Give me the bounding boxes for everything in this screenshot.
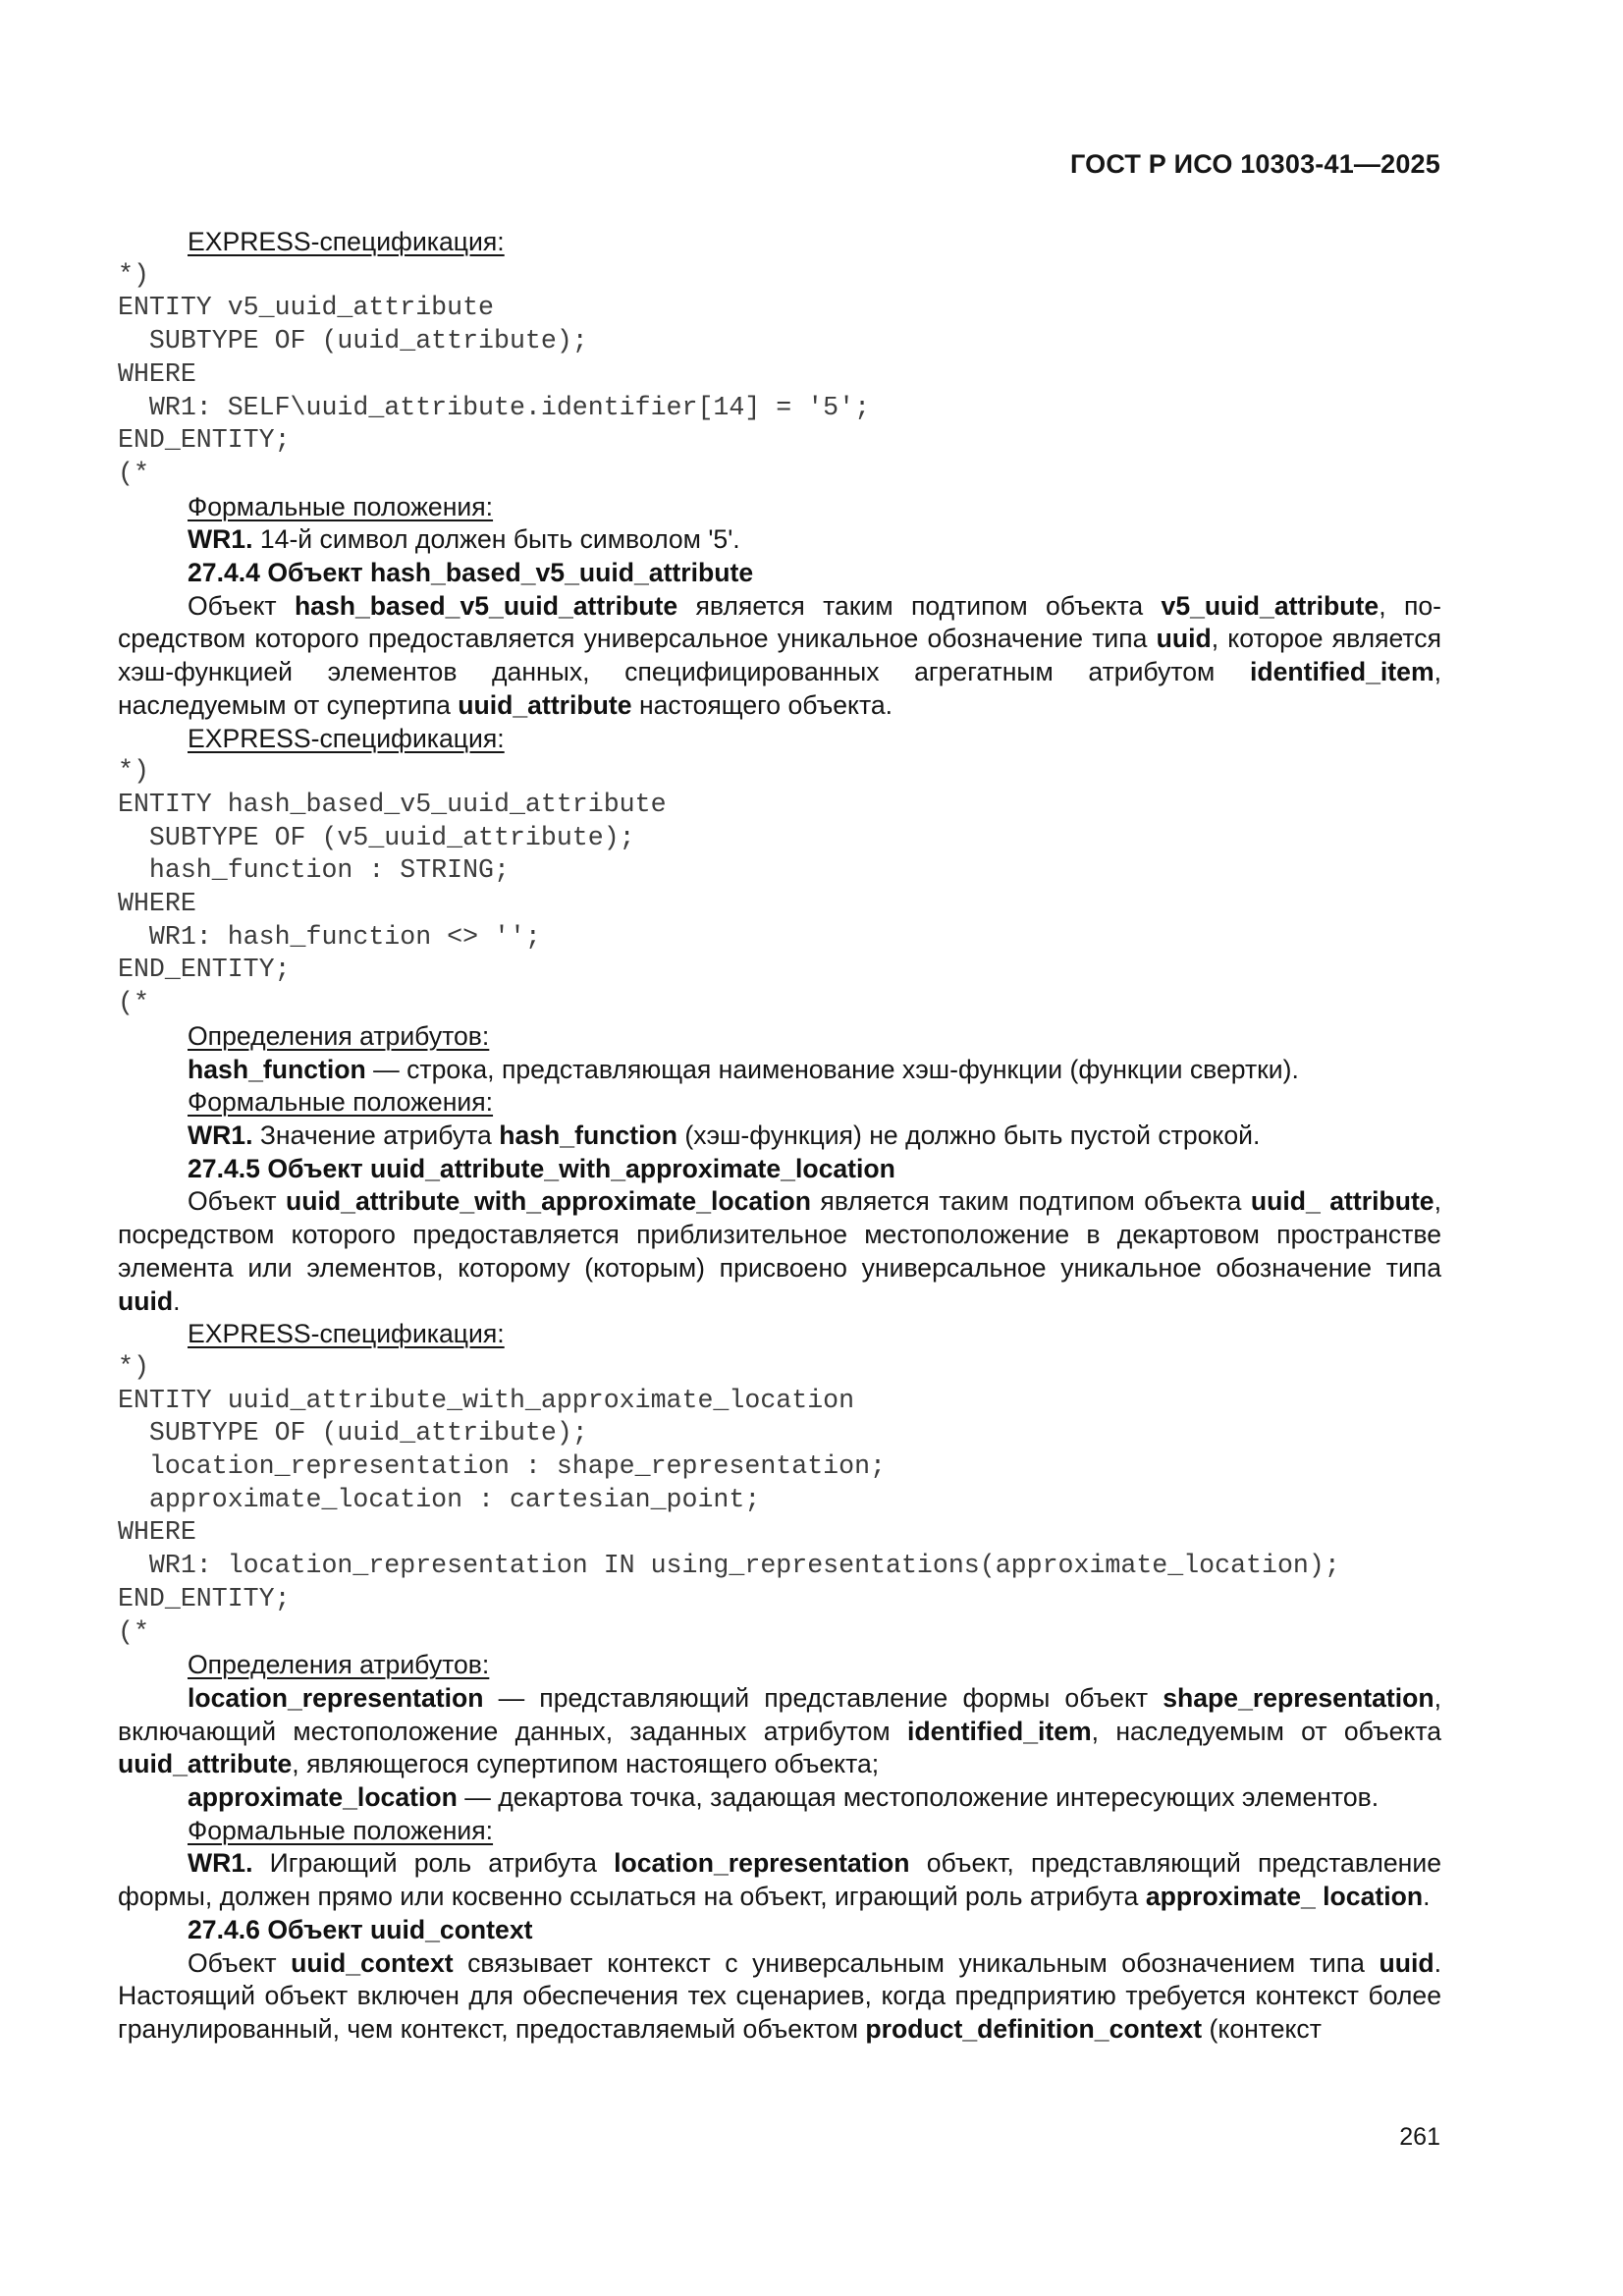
text-run: . Настоящий объект включен для обеспечения тех сценариев, когда предприятию требуется контекст более гранулированный, чем контекст, предоставляемый объектом <box>118 1947 1441 2044</box>
code-line: *) <box>118 259 149 290</box>
paragraph <box>118 1120 1441 1153</box>
bold-term: WR1. <box>188 1120 253 1150</box>
text-run: — представляющий представление формы объект <box>483 1682 1163 1713</box>
text-run: , наследуемым от объекта <box>1091 1716 1441 1746</box>
section-label-text: Формальные положения: <box>188 1815 494 1845</box>
section-label <box>118 1318 1441 1351</box>
section-label <box>118 1649 1441 1682</box>
text-run: , наследуемым от супертипа <box>118 657 1441 720</box>
text-run: является таким подтипом объекта <box>810 1186 1251 1217</box>
code-line: WHERE <box>118 1517 196 1548</box>
code-line: SUBTYPE OF (uuid_attribute); <box>118 1418 588 1449</box>
bold-term: uuid <box>1156 624 1212 654</box>
code-line: (* <box>118 458 149 488</box>
express-code-block <box>118 1351 1441 1649</box>
section-label-text: EXPRESS-спецификация: <box>188 723 505 753</box>
code-line: WR1: location_representation IN using_representations(approximate_location); <box>118 1551 1340 1581</box>
code-line: ENTITY uuid_attribute_with_approximate_location <box>118 1385 855 1415</box>
code-line: END_ENTITY; <box>118 1583 291 1613</box>
bold-term: uuid_attribute_with_approximate_location <box>286 1186 811 1217</box>
text-run: . <box>1423 1882 1431 1912</box>
bold-term: 27.4.5 Объект uuid_attribute_with_approximate_location <box>188 1153 895 1183</box>
bold-term: approximate_location <box>188 1782 458 1813</box>
text-run: — декартова точка, задающая местоположение интересующих элементов. <box>457 1782 1380 1813</box>
text-run: , включающий местоположение данных, заданных атрибутом <box>118 1682 1441 1746</box>
bold-term: uuid <box>118 1285 174 1316</box>
bold-term: uuid_ attribute <box>1250 1186 1434 1217</box>
bold-term: approximate_ location <box>1145 1882 1424 1912</box>
text-run: является таким подтипом объекта <box>677 590 1162 621</box>
text-run: Объект <box>188 1947 292 1978</box>
text-run: — строка, представляющая наименование хэш-функции (функции свертки). <box>365 1054 1299 1084</box>
text-run: объект, представляющий представление формы, должен прямо или косвенно ссылаться на объект, играющий роль атрибута <box>118 1848 1441 1912</box>
bold-term: identified_item <box>907 1716 1092 1746</box>
paragraph <box>118 1153 1441 1186</box>
section-label-text: Формальные положения: <box>188 1087 494 1118</box>
paragraph <box>118 1914 1441 1947</box>
paragraph <box>118 1847 1441 1913</box>
section-label <box>118 226 1441 259</box>
text-run: (контекст <box>1202 2013 1322 2044</box>
code-line: ENTITY hash_based_v5_uuid_attribute <box>118 789 667 819</box>
code-line: WR1: SELF\uuid_attribute.identifier[14] = '5'; <box>118 392 871 422</box>
section-label <box>118 723 1441 756</box>
section-label <box>118 1086 1441 1120</box>
bold-term: location_representation <box>188 1682 484 1713</box>
paragraph <box>118 523 1441 557</box>
section-label-text: Определения атрибутов: <box>188 1650 490 1680</box>
text-run: . <box>173 1285 181 1316</box>
bold-term: v5_uuid_attribute <box>1161 590 1380 621</box>
paragraph <box>118 1054 1441 1087</box>
bold-term: uuid_context <box>291 1947 454 1978</box>
code-line: WHERE <box>118 358 196 389</box>
standard-header: ГОСТ Р ИСО 10303-41—2025 <box>1070 149 1440 179</box>
section-label-text: EXPRESS-спецификация: <box>188 227 505 256</box>
text-run: 14-й символ должен быть символом '5'. <box>252 524 740 555</box>
page-number: 261 <box>1399 2123 1440 2151</box>
bold-term: product_definition_context <box>865 2013 1203 2044</box>
section-label <box>118 1815 1441 1848</box>
paragraph <box>118 557 1441 590</box>
code-line: END_ENTITY; <box>118 955 291 985</box>
bold-term: WR1. <box>188 1848 253 1879</box>
text-run: Объект <box>188 1186 287 1217</box>
section-label-text: Определения атрибутов: <box>188 1020 490 1051</box>
bold-term: location_representation <box>614 1848 910 1879</box>
text-run: (хэш-функция) не должно быть пустой строкой. <box>676 1120 1261 1150</box>
text-run: , посредством которого предоставляется приблизительное местоположение в декартовом пространстве элемента или элементов, которому (которым) присвоено универсальное уникальное обозначение типа <box>118 1186 1441 1283</box>
text-run: Играющий роль атрибута <box>252 1848 615 1879</box>
code-line: WHERE <box>118 889 196 919</box>
text-run: связывает контекст с универсальным уникальным обозначением типа <box>453 1947 1380 1978</box>
paragraph <box>118 590 1441 723</box>
text-run: Объект <box>188 590 295 621</box>
text-run: , которое является хэш-функцией элементов данных, специфицированных агрегатным атрибутом <box>118 624 1441 687</box>
section-label-text: Формальные положения: <box>188 491 494 521</box>
paragraph <box>118 1682 1441 1781</box>
code-line: WR1: hash_function <> ''; <box>118 921 541 952</box>
bold-term: hash_function <box>188 1054 366 1084</box>
bold-term: hash_based_v5_uuid_attribute <box>294 590 678 621</box>
code-line: hash_function : STRING; <box>118 855 510 886</box>
code-line: *) <box>118 1351 149 1382</box>
bold-term: uuid_attribute <box>118 1749 293 1779</box>
paragraph <box>118 1185 1441 1318</box>
code-line: END_ENTITY; <box>118 425 291 456</box>
text-run: , являющегося супертипом настоящего объекта; <box>292 1749 880 1779</box>
bold-term: identified_item <box>1249 657 1434 687</box>
express-code-block <box>118 259 1441 491</box>
text-run: настоящего объекта. <box>631 689 893 720</box>
code-line: (* <box>118 1616 149 1647</box>
code-line: location_representation : shape_representation; <box>118 1451 886 1482</box>
code-line: ENTITY v5_uuid_attribute <box>118 293 495 323</box>
section-label-text: EXPRESS-спецификация: <box>188 1319 505 1349</box>
bold-term: 27.4.4 Объект hash_based_v5_uuid_attribute <box>188 558 754 588</box>
text-run: Значение атрибута <box>252 1120 500 1150</box>
text-run: , посредством которого предоставляется универсальное уникальное обозначение типа <box>118 590 1442 654</box>
page-body <box>118 226 1441 2047</box>
bold-term: 27.4.6 Объект uuid_context <box>188 1914 533 1944</box>
bold-term: uuid <box>1379 1947 1434 1978</box>
bold-term: shape_representation <box>1163 1682 1434 1713</box>
paragraph <box>118 1947 1441 2047</box>
bold-term: hash_function <box>499 1120 677 1150</box>
bold-term: WR1. <box>188 524 253 555</box>
express-code-block <box>118 755 1441 1020</box>
code-line: *) <box>118 756 149 787</box>
bold-term: uuid_attribute <box>458 689 632 720</box>
section-label <box>118 491 1441 524</box>
code-line: (* <box>118 988 149 1018</box>
code-line: SUBTYPE OF (uuid_attribute); <box>118 326 588 356</box>
paragraph <box>118 1781 1441 1815</box>
code-line: approximate_location : cartesian_point; <box>118 1484 761 1514</box>
code-line: SUBTYPE OF (v5_uuid_attribute); <box>118 822 635 852</box>
section-label <box>118 1020 1441 1054</box>
